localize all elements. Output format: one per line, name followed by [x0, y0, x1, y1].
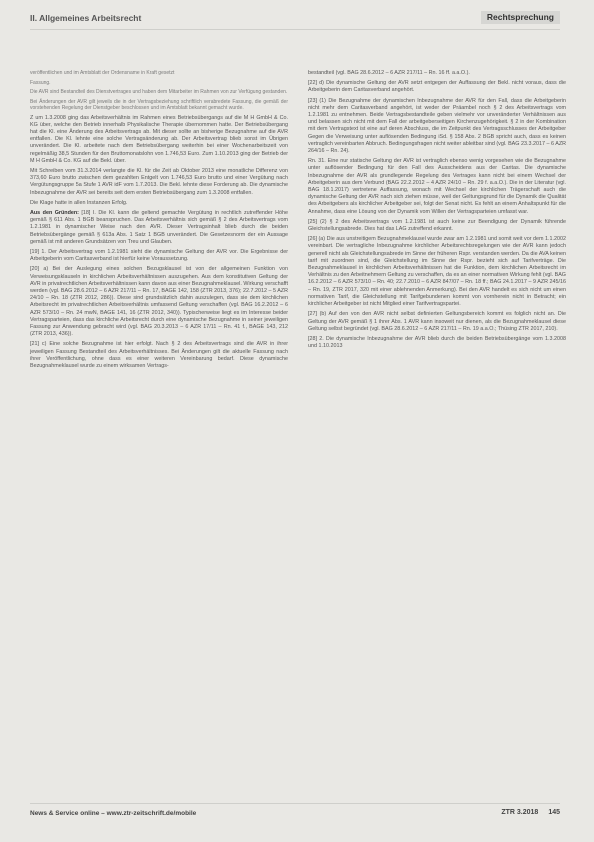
paragraph-text: bestandteil (vgl. BAG 28.6.2012 – 6 AZR 217/11 – Rn. 16 ff. a.a.O.).: [308, 70, 470, 76]
paragraph-text: veröffentlichen und im Amtsblatt der Ordensname in Kraft gesetzt: [30, 70, 175, 76]
paragraph-text: Z um 1.3.2008 ging das Arbeitsverhältnis im Rahmen eines Betriebsübergangs auf die M H GmbH & Co. KG über, welche den Betrieb innerhalb Physikalische Therapie übernommen hatte. Der Betriebsübergang hat die Kl. eine Änderung des Arbeitsvertrags ab. Mit dieser sollte an bisherige Bezugnahme auf die AVR entfallen. Die Kl. lehnte eine solche Vertragsänderung ab. Der Arbeitsvertrag blieb sonst im Übrigen unverändert. Die Kl. arbeitete nach dem Betriebsübergang weiterhin bei einer Wochenarbeitszeit von regelmäßig 38,5 Stunden für den Bruttomonatslohn von 1.746,53 Euro. Zum 1.10.2013 ging der Betrieb der M H GmbH & Co. KG auf die Bekl. über.: [30, 114, 288, 164]
paragraph-text: [18] I. Die Kl. kann die geltend gemachte Vergütung in rechtlich zutreffender Höhe gemäß § 611 Abs. 1 BGB beanspruchen. Das Arbeitsverhältnis sich gemäß § 2 des Arbeitsvertrags vom 1.2.1981 in dynamischer Weise nach den AVR. Dieser Vertragsinhalt blieb durch die beiden Betriebsübergänge gemäß § 613a Abs. 1 Satz 1 BGB unverändert. Die Gesetzesnorm der ein Aussage gemäß ist mit anderen Grundsätzen von Treu und Glauben.: [30, 209, 288, 245]
paragraph-lead: Aus den Gründen:: [30, 209, 79, 216]
paragraph: [30, 200, 288, 207]
paragraph: [30, 89, 288, 96]
paragraph-text: Die AVR sind Bestandteil des Dienstvertrages und haben dem Mitarbeiter im Rahmen von zur Verfügung gestanden.: [30, 89, 288, 95]
paragraph-text: Mit Schreiben vom 31.3.2014 verlangte die Kl. für die Zeit ab Oktober 2013 eine monatliche Differenz von 373,60 Euro brutto zwischen dem gezahlten Entgelt von 1.746,53 Euro brutto und einer Vergütung nach Vergütungsgruppe 5a Stufe 1 AVR idF vom 1.7.2013. Die Bekl. lehnte diese Forderung ab. Die dynamische Inbezugnahme der AVR sei bereits seit dem ersten Betriebsübergang zum 1.3.2008 entfallen.: [30, 167, 288, 196]
paragraph: [308, 158, 566, 216]
category-label: Rechtsprechung: [481, 11, 560, 24]
right-column: [308, 70, 566, 353]
paragraph: [30, 266, 288, 338]
page-footer: [30, 803, 560, 820]
paragraph: [30, 249, 288, 263]
paragraph: [308, 219, 566, 233]
footer-website-link[interactable]: News & Service online – www.ztr-zeitschrift.de/mobile: [30, 810, 197, 817]
paragraph-text: Rn. 31. Eine nur statische Geltung der AVR ist vertraglich ebenso wenig vorgesehen wie die Bezugnahme unter auflösender Bedingung für den Fall des Ausscheidens aus der Caritas. Die dynamische Inbezugnahme der AVR als grundlegende Regelung des Vertrages kann nicht bei einem Wechsel der Arbeitgeberin aus dem Verbund (BAG 22.2.2012 – 4 AZR 24/10 – Rn. 29 f. a.a.O.). Die in der Literatur (vgl. BAG 18.1.2017) vertretene Auffassung, wonach mit Wechsel der kirchlichen Trägerschaft auch die dynamische Geltung der AVR nach sich ziehen müsse, weil der Geltungsgrund für die Dynamik die Qualität des Arbeitgebers als kirchlicher Arbeitgeber sei, folgt der Senat nicht. Es fehlt an einem Anhaltspunkt für die Annahme, dass eine Lösung von der Dynamik vom Willen der Vertragsparteien umfasst war.: [308, 158, 566, 215]
paragraph-text: Bei Änderungen der AVR gilt jeweils die in der Vertragsbeziehung schriftlich verabredete Fassung, die gemäß der vorstehenden Regelung der Dienstgeber beschlossen und im Amtsblatt bekannt gemacht wurde.: [30, 98, 288, 111]
footer-journal-info: [501, 809, 560, 816]
paragraph-text: [27] (b) Auf den von den AVR nicht selbst definierten Geltungsbereich kommt es folglich nicht an. Die Geltung der AVR gemäß § 1 ihrer Abs. 1 AVR kann insoweit nur dienen, als die Bezugnahmeklausel diese Geltung selbst begründet (vgl. BAG 28.6.2012 – 6 AZR 217/11 – Rn. 19 a.a.O.; Thüsing ZTR 2017, 210).: [308, 311, 566, 332]
paragraph-text: [25] (2) § 2 des Arbeitsvertrags vom 1.2.1981 ist auch keine zur Beendigung der Dynamik führende Gleichstellungsabrede. Dies hat das LAG zutreffend erkannt.: [308, 218, 566, 233]
paragraph-text: Fassung.: [30, 79, 51, 86]
paragraph-text: [28] 2. Die dynamische Inbezugnahme der AVR blieb durch die beiden Betriebsübergänge vom 1.3.2008 und 1.10.2013: [308, 335, 566, 350]
page-number: 145: [548, 809, 560, 816]
paragraph-text: [26] (a) Die aus unstreitigem Bezugnahmeklausel wurde zwar am 1.2.1981 und somit weit vor dem 1.1.2002 vereinbart. Die vertragliche Inbezugnahme kirchlicher Arbeitsrechtsregelungen wie der AVR kann jedoch generell nicht als Gleichstellungsabrede im Sinne der früheren Rspr. verstanden werden. Da die AVA keinen tarif mit zuordnen sind, die Gleichstellung im Sinne der Rspr. bezieht sich auf Tarifverträge. Die Bezugnahmeklausel in kirchlichen Arbeitsverhältnissen hat die Funktion, dem kirchlichen Arbeitsrecht im Verhältnis zu den Arbeitnehmern Geltung zu verschaffen, da es an einer normativen Wirkung fehlt (vgl. BAG 16.2.2012 – 6 AZR 573/10 – Rn. 40; 22.7.2010 – 6 AZR 847/07 – Rn. 18 ff.; BAG 24.1.2017 – 9 AZR 245/16 – Rn. 19, ZTR 2017, 320 mit einer ablehnenden Anmerkung). Bei den AVR handelt es sich nicht um einen normativen Tarif, die Gleichstellung mit Tarifgebundenen kommt von vornherein nicht in Betracht; ein kirchlicher Arbeitgeber ist nicht Mitglied einer Tarifvertragspartei.: [308, 236, 566, 308]
paragraph: [30, 70, 288, 77]
paragraph: [308, 336, 566, 350]
page-header: [30, 9, 560, 30]
paragraph-text: Die Klage hatte in allen Instanzen Erfolg.: [30, 199, 128, 206]
paragraph-text: [20] a) Bei der Auslegung eines solchen Bezugsklausel ist von der allgemeinen Funktion von Verweisungsklauseln in kirchlichen Arbeitsverhältnissen auszugehen. Aus dem konstitutiven Geltung der AVR in privatrechtlichen Arbeitsverhältnissen kann davon aus einer Bezugnahmeklausel. Wirkung verschafft werden (vgl. BAG 28.6.2012 – 6 AZR 217/11 – Rn. 17, BAGE 142, 158 (ZTR 2013, 376); 22.7.2012 – 5 AZR 24/10 – Rn. 18 (ZTR 2012, 286)). Diese sind grundsätzlich dahin auszulegen, dass sie dem kirchlichen Arbeitsrecht im privatrechtlichen Arbeitsverhältnis umfassend Geltung verschaffen (vgl. BAG 16.2.2012 – 6 AZR 573/10 – Rn. 24 mwN, BAGE 141, 16 (ZTR 2012, 340)). Typischerweise liegt es im Interesse beider Vertragsparteien, dass das kirchliche Arbeitsrecht durch eine dynamische Bezugnahme in seiner jeweiligen Fassung zur Anwendung gebracht wird (vgl. BAG 20.3.2013 – 6 AZR 17/11 – Rn. 41 f., BAGE 143, 212 (ZTR 2013, 436)).: [30, 266, 288, 338]
paragraph: [308, 70, 566, 77]
paragraph-text: [22] d) Die dynamische Geltung der AVR setzt entgegen der Auffassung der Bekl. nicht voraus, dass die Arbeitgeberin dem Caritasverband angehört.: [308, 80, 566, 94]
paragraph-text: [21] c) Eine solche Bezugnahme ist hier erfolgt. Nach § 2 des Arbeitsvertrags sind die AVR in ihrer jeweiligen Fassung Bestandteil des Arbeitsverhältnisses. Bei Änderungen gilt die aktuelle Fassung nach ihrer Veröffentlichung, ohne dass es einer weiteren Vereinbarung bedarf. Diese dynamische Bezugnahmeklausel wurde zu einem wirksamen Vertrags-: [30, 341, 288, 369]
paragraph: [308, 80, 566, 94]
paragraph: [30, 210, 288, 246]
paragraph: [308, 311, 566, 333]
paragraph: [30, 168, 288, 197]
paragraph: [308, 98, 566, 156]
paragraph: [30, 115, 288, 165]
journal-issue: ZTR 3.2018: [501, 809, 539, 816]
section-title: II. Allgemeines Arbeitsrecht: [30, 13, 142, 23]
paragraph-text: [19] 1. Der Arbeitsvertrag vom 1.2.1981 sieht die dynamische Geltung der AVR vor. Die Ergebnisse der Arbeitgeberin vom Caritasverband ist hierfür keine Voraussetzung.: [30, 248, 288, 263]
paragraph: [30, 99, 288, 112]
paragraph: [30, 341, 288, 370]
paragraph: [30, 80, 288, 87]
paragraph: [308, 236, 566, 308]
paragraph-text: [23] (1) Die Bezugnahme der dynamischen Inbezugnahme der AVR für den Fall, dass die Arbeitgeberin nicht mehr dem Caritasverband angehört, ist weder der Präambel noch § 2 des Arbeitsvertrags vom 1.2.1981 zu entnehmen. Beide Vertragsbestandteile geben vielmehr vor unveränderter Verhältnissen aus und belassen sich nicht mit dem Fall der arbeitgeberseitigen Kirchenzugehörigkeit. § 2 in der Kombination mit dem Vertragstext ist eine auf deren Abschluss, die im Zeitpunkt des Vertragsschlusses der Arbeitgeber Gegen die Verweisung unter auflösenden Bedingung iSd. § 158 Abs. 2 BGB spricht auch, dass es keinen vertraglich vereinbarten Abbruch. Bedingungsfragen nicht weiter ableitbar sind (vgl. BAG 23.3.2017 – 6 AZR 264/16 – Rn. 24).: [308, 97, 566, 155]
left-column: [30, 70, 288, 373]
